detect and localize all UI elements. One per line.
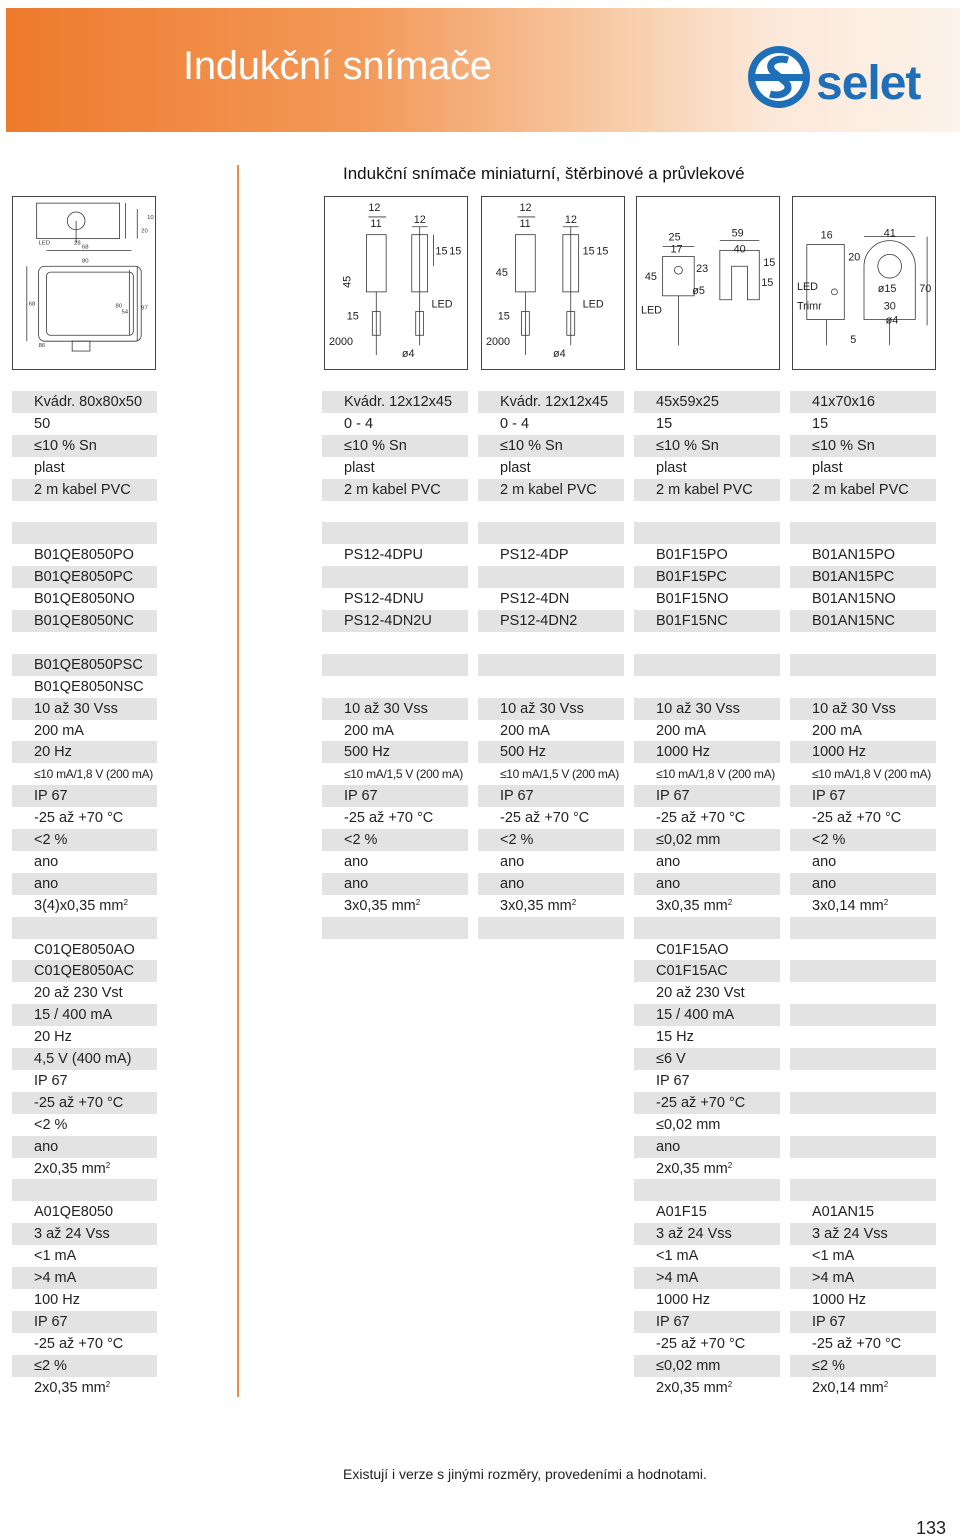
svg-text:2000: 2000 — [328, 336, 354, 349]
spec-cell: <2 % — [790, 829, 936, 851]
spec-cell — [790, 1004, 936, 1026]
svg-text:12: 12 — [368, 202, 381, 215]
spec-cell: ≤10 mA/1,5 V (200 mA) — [500, 767, 620, 782]
spec-cell: ≤10 mA/1,8 V (200 mA) — [34, 767, 154, 782]
spec-cell: -25 až +70 °C — [812, 1335, 902, 1352]
spec-cell: ano — [322, 873, 468, 895]
spec-cell: 15 / 400 mA — [634, 1004, 780, 1026]
spec-cell: <1 mA — [34, 1248, 77, 1265]
spec-cell: 3(4)x0,35 $mm^2$ — [34, 897, 128, 914]
spec-cell: IP 67 — [790, 785, 936, 807]
spec-cell: IP 67 — [12, 1311, 157, 1333]
spec-cell — [478, 566, 624, 588]
spec-cell: IP 67 — [322, 785, 468, 807]
brand-name: selet — [816, 57, 921, 110]
spec-cell: C01F15AO — [656, 941, 729, 958]
spec-cell: B01F15NO — [656, 591, 729, 608]
spec-cell: ano — [12, 1136, 157, 1158]
svg-text:45: 45 — [341, 275, 354, 288]
spec-cell: -25 až +70 °C — [812, 810, 902, 827]
svg-text:2000: 2000 — [485, 336, 511, 349]
spec-cell: 2 m kabel PVC — [12, 479, 157, 501]
spec-cell — [322, 501, 468, 523]
spec-cell: B01QE8050NO — [34, 591, 135, 608]
divider-line — [237, 165, 239, 1397]
spec-cell: IP 67 — [34, 1072, 68, 1089]
spec-cell — [634, 676, 780, 698]
spec-cell — [634, 1179, 780, 1201]
spec-cell: ≤10 % Sn — [478, 435, 624, 457]
spec-cell: ≤2 % — [12, 1355, 157, 1377]
spec-cell: -25 až +70 °C — [34, 810, 124, 827]
spec-cell: PS12-4DN2U — [322, 610, 468, 632]
spec-cell: 1000 Hz — [656, 1291, 711, 1308]
svg-text:17: 17 — [670, 243, 683, 256]
spec-cell — [322, 654, 468, 676]
page-title: Indukční snímače — [183, 44, 492, 88]
svg-text:Trimr: Trimr — [796, 300, 822, 313]
svg-text:15: 15 — [435, 245, 448, 258]
spec-cell — [790, 1092, 936, 1114]
spec-cell — [634, 632, 780, 654]
spec-cell — [478, 917, 624, 939]
spec-cell: 100 Hz — [34, 1291, 80, 1308]
svg-text:80: 80 — [115, 303, 123, 310]
spec-cell: >4 mA — [790, 1267, 936, 1289]
svg-text:86: 86 — [38, 343, 46, 350]
spec-cell: 41x70x16 — [790, 391, 936, 413]
spec-cell: B01QE8050PC — [12, 566, 157, 588]
spec-cell — [478, 522, 624, 544]
spec-cell: -25 až +70 °C — [656, 1335, 746, 1352]
spec-cell: -25 až +70 °C — [34, 1335, 124, 1352]
spec-cell — [322, 566, 468, 588]
spec-cell: PS12-4DN — [500, 591, 570, 608]
svg-text:59: 59 — [731, 227, 744, 240]
spec-cell: 200 mA — [344, 722, 394, 739]
spec-cell — [322, 632, 468, 654]
spec-cell: B01AN15NO — [812, 591, 896, 608]
spec-cell: Kvádr. 12x12x45 — [322, 391, 468, 413]
spec-cell: IP 67 — [790, 1311, 936, 1333]
spec-cell: ≤10 mA/1,8 V (200 mA) — [812, 767, 932, 782]
spec-cell: 3 až 24 Vss — [634, 1223, 780, 1245]
spec-cell — [790, 1114, 936, 1136]
spec-cell: >4 mA — [634, 1267, 780, 1289]
spec-cell: ano — [478, 873, 624, 895]
spec-cell: <2 % — [478, 829, 624, 851]
svg-text:40: 40 — [733, 243, 746, 256]
spec-cell: B01QE8050PSC — [12, 654, 157, 676]
spec-cell: 2 m kabel PVC — [790, 479, 936, 501]
svg-text:68: 68 — [82, 244, 89, 251]
svg-text:15: 15 — [346, 310, 359, 323]
spec-cell: 500 Hz — [478, 741, 624, 763]
svg-text:20: 20 — [141, 228, 148, 235]
spec-cell: <2 % — [34, 1116, 68, 1133]
spec-cell: B01F15NC — [634, 610, 780, 632]
spec-cell: ≤10 % Sn — [634, 435, 780, 457]
spec-cell — [790, 960, 936, 982]
spec-cell: B01F15PC — [634, 566, 780, 588]
svg-text:30: 30 — [883, 300, 896, 313]
spec-cell: PS12-4DN2 — [478, 610, 624, 632]
spec-cell — [790, 1136, 936, 1158]
svg-text:ø15: ø15 — [877, 282, 897, 295]
svg-text:LED: LED — [582, 298, 604, 311]
spec-cell — [790, 1048, 936, 1070]
svg-text:11: 11 — [519, 217, 531, 230]
spec-cell: C01QE8050AO — [34, 941, 135, 958]
spec-cell: ano — [790, 873, 936, 895]
spec-cell: ≤2 % — [790, 1355, 936, 1377]
spec-cell: 2x0,35 $mm^2$ — [34, 1160, 111, 1177]
spec-cell — [12, 522, 157, 544]
spec-cell: 3x0,35 $mm^2$ — [344, 897, 421, 914]
spec-cell: 3 až 24 Vss — [790, 1223, 936, 1245]
spec-cell: 15 Hz — [656, 1029, 694, 1046]
spec-cell: IP 67 — [634, 1311, 780, 1333]
spec-cell — [790, 939, 936, 961]
drawing-ring-sensor — [792, 196, 936, 370]
spec-cell: ano — [500, 853, 525, 870]
spec-cell — [12, 501, 157, 523]
spec-cell — [322, 522, 468, 544]
spec-cell: A01F15 — [656, 1204, 707, 1221]
spec-cell: IP 67 — [634, 785, 780, 807]
svg-text:10: 10 — [147, 214, 154, 221]
spec-cell: ≤0,02 mm — [634, 829, 780, 851]
svg-text:68: 68 — [28, 301, 36, 308]
spec-cell — [478, 676, 624, 698]
spec-cell: IP 67 — [656, 1072, 690, 1089]
spec-cell: ≤10 % Sn — [790, 435, 936, 457]
spec-cell: -25 až +70 °C — [344, 810, 434, 827]
spec-cell: ≤6 V — [634, 1048, 780, 1070]
spec-cell: 10 až 30 Vss — [478, 698, 624, 720]
svg-text:LED: LED — [640, 304, 663, 317]
spec-cell: 50 — [34, 415, 51, 432]
spec-cell: <1 mA — [656, 1248, 699, 1265]
spec-cell: 15 — [812, 415, 829, 432]
svg-text:16: 16 — [820, 229, 833, 242]
drawing-cube-sensor-2 — [481, 196, 625, 370]
spec-cell: 200 mA — [34, 722, 84, 739]
spec-cell: IP 67 — [478, 785, 624, 807]
spec-cell: A01QE8050 — [34, 1204, 114, 1221]
spec-cell: 10 až 30 Vss — [12, 698, 157, 720]
svg-text:45: 45 — [644, 271, 657, 284]
spec-cell: 2 m kabel PVC — [322, 479, 468, 501]
spec-cell — [790, 1179, 936, 1201]
spec-cell: ano — [634, 1136, 780, 1158]
spec-cell — [790, 522, 936, 544]
spec-cell: plast — [344, 459, 375, 476]
spec-cell: 20 až 230 Vst — [656, 985, 745, 1002]
spec-cell — [478, 632, 624, 654]
spec-cell: 3x0,35 $mm^2$ — [656, 897, 733, 914]
spec-cell — [634, 501, 780, 523]
spec-cell — [790, 632, 936, 654]
spec-cell: B01AN15PC — [790, 566, 936, 588]
spec-cell: ano — [812, 853, 837, 870]
svg-text:15: 15 — [449, 245, 462, 258]
svg-text:LED: LED — [796, 280, 819, 293]
spec-cell: Kvádr. 12x12x45 — [478, 391, 624, 413]
svg-text:54: 54 — [121, 309, 129, 316]
spec-cell: 2 m kabel PVC — [478, 479, 624, 501]
spec-cell: 1000 Hz — [634, 741, 780, 763]
spec-cell: 20 Hz — [12, 741, 157, 763]
svg-text:23: 23 — [696, 263, 709, 276]
spec-cell: 200 mA — [812, 722, 862, 739]
spec-cell: >4 mA — [12, 1267, 157, 1289]
spec-cell: plast — [812, 459, 843, 476]
svg-text:97: 97 — [141, 305, 148, 312]
spec-cell: B01F15PO — [656, 547, 728, 564]
spec-cell — [790, 676, 936, 698]
spec-cell: 15 — [656, 415, 673, 432]
spec-cell: ano — [344, 853, 369, 870]
spec-cell — [634, 654, 780, 676]
spec-cell: <1 mA — [812, 1248, 855, 1265]
spec-cell: 20 Hz — [34, 1029, 72, 1046]
spec-cell: 3x0,35 $mm^2$ — [500, 897, 577, 914]
spec-cell: 200 mA — [500, 722, 550, 739]
page-number: 133 — [916, 1518, 947, 1538]
spec-cell — [790, 1070, 936, 1092]
spec-cell: C01QE8050AC — [12, 960, 157, 982]
spec-cell: 10 až 30 Vss — [634, 698, 780, 720]
spec-cell: -25 až +70 °C — [634, 1092, 780, 1114]
spec-cell — [12, 917, 157, 939]
spec-cell — [322, 676, 468, 698]
spec-cell: plast — [500, 459, 531, 476]
spec-cell: ≤0,02 mm — [656, 1116, 721, 1133]
spec-cell: ano — [34, 853, 59, 870]
spec-cell — [790, 501, 936, 523]
svg-text:41: 41 — [883, 227, 896, 240]
spec-cell: ≤10 mA/1,5 V (200 mA) — [344, 767, 464, 782]
spec-cell: 2x0,35 $mm^2$ — [34, 1379, 111, 1396]
spec-cell: <2 % — [12, 829, 157, 851]
svg-text:ø5: ø5 — [692, 284, 705, 297]
drawing-slot-sensor — [636, 196, 780, 370]
spec-cell: 2x0,35 $mm^2$ — [656, 1379, 733, 1396]
svg-text:15: 15 — [582, 245, 595, 258]
spec-cell — [12, 632, 157, 654]
spec-cell: 4,5 V (400 mA) — [12, 1048, 157, 1070]
spec-cell: -25 až +70 °C — [12, 1092, 157, 1114]
footnote: Existují i verze s jinými rozměry, provedeními a hodnotami. — [343, 1466, 707, 1482]
spec-cell — [322, 917, 468, 939]
spec-cell: PS12-4DPU — [344, 547, 423, 564]
svg-text:20: 20 — [848, 251, 861, 264]
svg-text:15: 15 — [763, 257, 776, 270]
spec-cell: -25 až +70 °C — [500, 810, 590, 827]
brand-logo — [746, 44, 956, 110]
spec-cell: plast — [34, 459, 65, 476]
spec-cell: ano — [656, 853, 681, 870]
svg-text:15: 15 — [497, 310, 510, 323]
spec-cell — [12, 1179, 157, 1201]
spec-cell: 2x0,35 $mm^2$ — [656, 1160, 733, 1177]
spec-cell: 15 / 400 mA — [12, 1004, 157, 1026]
spec-cell: 3x0,14 $mm^2$ — [812, 897, 889, 914]
spec-cell: 10 až 30 Vss — [322, 698, 468, 720]
spec-cell: -25 až +70 °C — [656, 810, 746, 827]
svg-text:70: 70 — [919, 282, 932, 295]
svg-text:ø4: ø4 — [401, 347, 415, 360]
selet-logo-icon — [746, 44, 812, 110]
spec-cell — [790, 1158, 936, 1180]
svg-text:80: 80 — [82, 258, 89, 265]
svg-text:11: 11 — [370, 217, 382, 230]
svg-text:5: 5 — [850, 334, 857, 347]
spec-cell: 0 - 4 — [344, 415, 374, 432]
spec-cell: C01F15AC — [634, 960, 780, 982]
spec-cell: 45x59x25 — [634, 391, 780, 413]
drawing-square-sensor — [12, 196, 156, 370]
svg-text:15: 15 — [761, 276, 774, 289]
spec-cell: IP 67 — [12, 785, 157, 807]
spec-cell: 2x0,14 $mm^2$ — [812, 1379, 889, 1396]
spec-cell: B01AN15NC — [790, 610, 936, 632]
spec-cell: Kvádr. 80x80x50 — [12, 391, 157, 413]
section-title: Indukční snímače miniaturní, štěrbinové a průvlekové — [343, 164, 745, 183]
spec-cell — [790, 654, 936, 676]
spec-cell: ano — [634, 873, 780, 895]
svg-text:45: 45 — [495, 267, 508, 280]
spec-cell: ≤0,02 mm — [634, 1355, 780, 1377]
spec-cell: 500 Hz — [322, 741, 468, 763]
spec-cell: 200 mA — [656, 722, 706, 739]
svg-text:25: 25 — [668, 231, 681, 244]
spec-cell — [634, 522, 780, 544]
spec-cell — [790, 917, 936, 939]
spec-cell — [790, 982, 936, 1004]
svg-text:15: 15 — [596, 245, 609, 258]
spec-cell: 3 až 24 Vss — [12, 1223, 157, 1245]
spec-cell: 0 - 4 — [500, 415, 530, 432]
spec-cell: ano — [12, 873, 157, 895]
svg-text:LED: LED — [431, 298, 453, 311]
spec-cell: 1000 Hz — [812, 1291, 867, 1308]
spec-cell: <2 % — [322, 829, 468, 851]
spec-cell — [790, 1026, 936, 1048]
svg-text:ø4: ø4 — [553, 347, 566, 360]
spec-cell: ≤10 % Sn — [12, 435, 157, 457]
svg-text:12: 12 — [564, 213, 577, 226]
spec-cell: 10 až 30 Vss — [790, 698, 936, 720]
svg-text:ø4: ø4 — [885, 314, 899, 327]
spec-cell: B01QE8050NSC — [34, 678, 144, 695]
spec-cell: PS12-4DP — [500, 547, 569, 564]
svg-text:28: 28 — [74, 240, 81, 247]
svg-text:12: 12 — [519, 202, 532, 215]
svg-text:LED: LED — [38, 240, 51, 247]
spec-cell: ≤10 % Sn — [322, 435, 468, 457]
drawing-cube-sensor-1 — [324, 196, 468, 370]
spec-cell — [478, 501, 624, 523]
spec-cell: plast — [656, 459, 687, 476]
spec-cell — [478, 654, 624, 676]
svg-text:12: 12 — [413, 213, 426, 226]
spec-cell: B01AN15PO — [812, 547, 896, 564]
spec-cell: 2 m kabel PVC — [634, 479, 780, 501]
spec-cell: B01QE8050PO — [34, 547, 134, 564]
spec-cell: B01QE8050NC — [12, 610, 157, 632]
spec-cell: 1000 Hz — [790, 741, 936, 763]
spec-cell — [634, 917, 780, 939]
spec-cell: PS12-4DNU — [344, 591, 424, 608]
spec-cell: A01AN15 — [812, 1204, 875, 1221]
spec-cell: 20 až 230 Vst — [34, 985, 123, 1002]
spec-cell: ≤10 mA/1,8 V (200 mA) — [656, 767, 776, 782]
